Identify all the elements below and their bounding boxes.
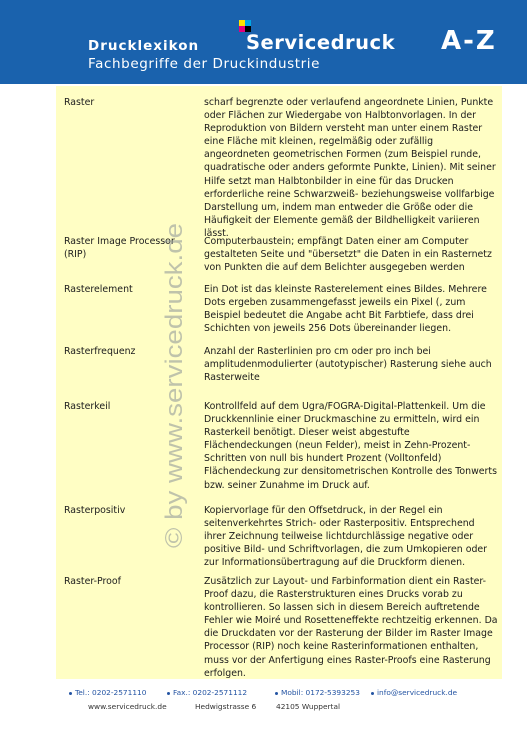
brand-logo: Servicedruck [246, 31, 396, 54]
header-subtitle: Fachbegriffe der Druckindustrie [88, 56, 321, 72]
term: Raster-Proof [64, 576, 121, 587]
term: Raster Image Processor (RIP) [64, 236, 175, 261]
term: Rasterpositiv [64, 505, 126, 516]
definition: Anzahl der Rasterlinien pro cm oder pro inch bei amplitudenmodulierter (autotypischer) Rasterung siehe auch Rasterweite [204, 346, 492, 384]
footer [0, 680, 527, 746]
definition: Kontrollfeld auf dem Ugra/FOGRA-Digital-Plattenkeil. Um die Druckkennlinie einer Druckmaschine zu ermitteln, wird ein Rasterkeil benötigt. Dieser weist abgestufte Flächendeckungen (neun Felder), meist in Zehn-Prozent-Schritten von null bis hundert Prozent (Volltonfeld) Flächendeckung zur densitometrischen Kontrolle des Tonwerts bzw. seiner Zunahme im Druck auf. [204, 401, 497, 491]
header-bar [0, 0, 527, 84]
definition: scharf begrenzte oder verlaufend angeordnete Linien, Punkte oder Flächen zur Wiedergabe von Halbtonvorlagen. In der Reproduktion von Bildern versteht man unter einem Raster eine Fläche mit kleinen, regelmäßig oder zufällig angeordneten geometrischen Formen (zum Beispiel runde, quadratische oder anders geformte Punkte, Linien). Mit seiner Hilfe setzt man Halbtonbilder in eine für das Drucken erforderliche reine Schwarzweiß- beziehungsweise vollfarbige Darstellung um, indem man entweder die Größe oder die Häufigkeit der Elemente gemäß der Bildhelligkeit variieren lässt. [204, 97, 496, 239]
glossary-table [56, 86, 502, 679]
term: Rasterelement [64, 284, 133, 295]
definition: Ein Dot ist das kleinste Rasterelement eines Bildes. Mehrere Dots ergeben zusammengefasst jeweils ein Pixel (, zum Beispiel bedeutet die Angabe acht Bit Farbtiefe, dass drei Schichten von jeweils 256 Dots übereinander liegen. [204, 284, 487, 335]
copyright-watermark [160, 220, 190, 550]
header-title: Drucklexikon [88, 38, 200, 54]
definition: Computerbaustein; empfängt Daten einer am Computer gestalteten Seite und "übersetzt" die Daten in ein Rasternetz von Punkten die auf dem Belichter ausgegeben werden [204, 236, 492, 274]
watermark-text: © by www.servicedruck.de [161, 266, 188, 548]
definition: Kopiervorlage für den Offsetdruck, in der Regel ein seitenverkehrtes Strich- oder Rasterpositiv. Entsprechend ihrer Zeichnung teilweise lichtdurchlässige negative oder positive Bild- und Schriftvorlagen, die zum Umkopieren oder zur Informationsübertragung auf die Druckform dienen. [204, 505, 488, 569]
term: Rasterkeil [64, 401, 111, 412]
term: Raster [64, 97, 95, 108]
bullet-icon [167, 692, 170, 695]
footer-tel: Tel.: 0202-2571110 [69, 688, 146, 697]
bullet-icon [371, 692, 374, 695]
footer-web[interactable]: www.servicedruck.de [88, 702, 167, 711]
bullet-icon [69, 692, 72, 695]
footer-email[interactable]: info@servicedruck.de [371, 688, 457, 697]
footer-mobil: Mobil: 0172-5393253 [275, 688, 360, 697]
bullet-icon [275, 692, 278, 695]
footer-city: 42105 Wuppertal [276, 702, 341, 711]
definition: Zusätzlich zur Layout- und Farbinformation dient ein Raster-Proof dazu, die Rasterstrukturen eines Drucks vorab zu kontrollieren. So lassen sich in diesem Bereich auftretende Fehler wie Moiré und Rosetteneffekte rechtzeitig erkennen. Da die Druckdaten vor der Rasterung der Bilder im Raster Image Processor (RIP) noch keine Rasterinformationen enthalten, muss vor der Anfertigung eines Raster-Proofs eine Rasterung erfolgen. [204, 576, 498, 679]
az-label: A-Z [441, 26, 497, 56]
footer-fax: Fax.: 0202-2571112 [167, 688, 247, 697]
term: Rasterfrequenz [64, 346, 136, 357]
footer-street: Hedwigstrasse 6 [195, 702, 257, 711]
